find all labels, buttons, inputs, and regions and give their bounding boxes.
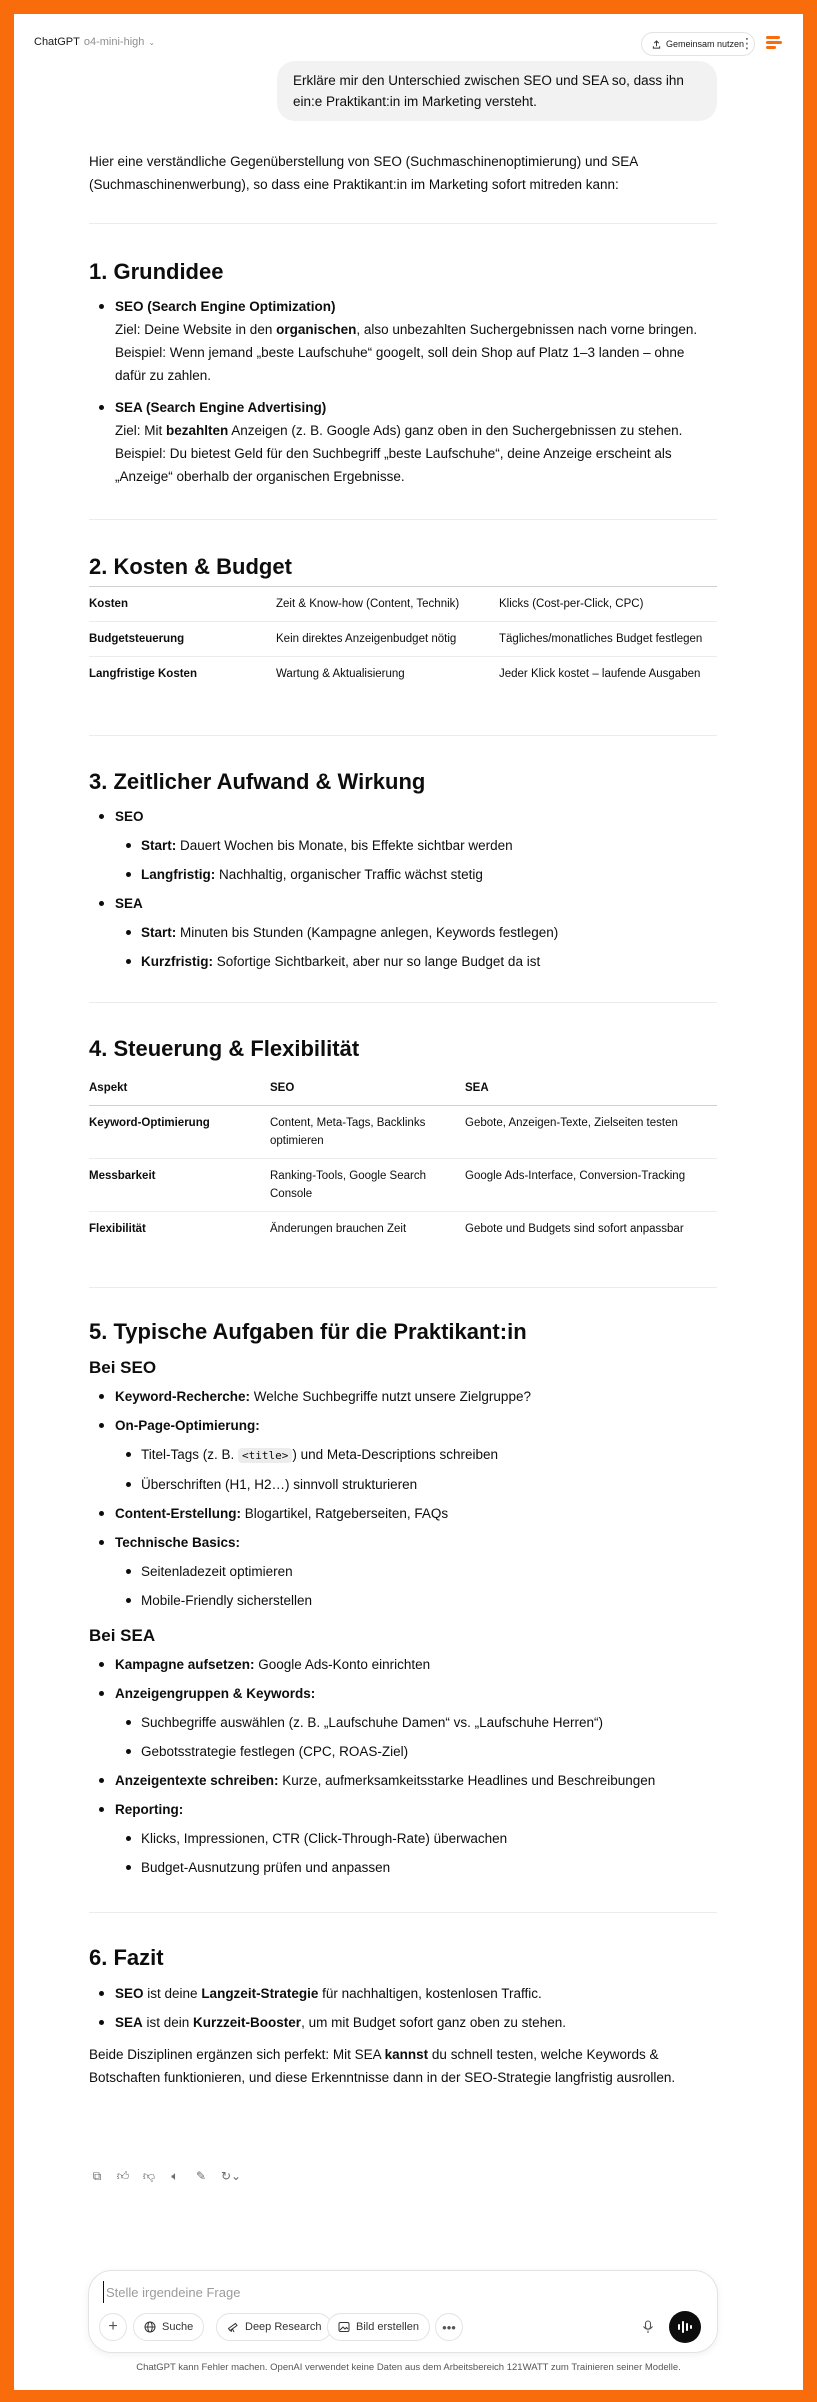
section-heading: 2. Kosten & Budget <box>89 554 292 579</box>
table-row <box>89 1212 717 1247</box>
search-button[interactable] <box>133 2313 204 2341</box>
text: Start: <box>141 925 177 940</box>
text: Keyword-Recherche: <box>115 1389 251 1404</box>
text: SEA <box>115 896 143 911</box>
list-item <box>89 892 717 973</box>
sub-list <box>89 1711 717 1763</box>
text: Beide Disziplinen ergänzen sich perfekt: Mit SEA <box>89 2047 385 2062</box>
list-item: Klicks, Impressionen, CTR (Click-Through-Rate) überwachen <box>89 1827 717 1850</box>
create-image-label: Bild erstellen <box>356 2321 419 2333</box>
text: Anzeigen (z. B. Google Ads) ganz oben in den Suchergebnissen zu stehen. <box>228 423 683 438</box>
table-cell: Klicks (Cost-per-Click, CPC) <box>499 587 717 622</box>
list-item <box>89 295 717 387</box>
divider <box>89 223 717 224</box>
table-cell: Ranking-Tools, Google Search Console <box>270 1159 465 1212</box>
list <box>89 805 717 973</box>
list-item <box>89 1769 717 1792</box>
seo-title: SEO (Search Engine Optimization) <box>115 299 336 314</box>
text: , also unbezahlten Suchergebnissen nach vorne bringen. <box>356 322 698 337</box>
column-header: SEO <box>270 1071 465 1106</box>
brand-logo-icon <box>766 36 782 52</box>
composer <box>88 2270 718 2353</box>
microphone-icon[interactable] <box>636 2315 660 2339</box>
disclaimer: ChatGPT kann Fehler machen. OpenAI verwendet keine Daten aus dem Arbeitsbereich 121WATT zum Trainieren seiner Modelle. <box>136 2362 681 2373</box>
list-item: Suchbegriffe auswählen (z. B. „Laufschuhe Damen“ vs. „Laufschuhe Herren“) <box>89 1711 717 1734</box>
list-item <box>89 1531 717 1612</box>
assistant-message <box>89 150 717 2089</box>
text: , um mit Budget sofort ganz oben zu stehen. <box>301 2015 566 2030</box>
text: Kampagne aufsetzen: <box>115 1657 255 1672</box>
table-cell: Messbarkeit <box>89 1159 270 1212</box>
table-cell: Kein direktes Anzeigenbudget nötig <box>276 622 499 657</box>
table-cell: Zeit & Know-how (Content, Technik) <box>276 587 499 622</box>
text: ) und Meta-Descriptions schreiben <box>292 1447 498 1462</box>
text: Reporting: <box>115 1802 184 1817</box>
user-message: Erkläre mir den Unterschied zwischen SEO und SEA so, dass ihn ein:e Praktikant:in im Marketing versteht. <box>277 61 717 121</box>
text: SEO <box>115 809 144 824</box>
list-item <box>89 1682 717 1763</box>
table-cell: Flexibilität <box>89 1223 146 1235</box>
list-item <box>89 950 717 973</box>
text: On-Page-Optimierung: <box>115 1418 260 1433</box>
text: du schnell testen, welche Keywords & Botschaften funktionieren, und diese Erkenntnisse dann in der SEO-Strategie langfristig ausrollen. <box>89 2047 676 2085</box>
list <box>89 1653 717 1879</box>
share-button[interactable] <box>641 32 755 56</box>
divider <box>89 1287 717 1288</box>
text: Anzeigengruppen & Keywords: <box>115 1686 316 1701</box>
table-cell: Gebote und Budgets sind sofort anpassbar <box>465 1223 684 1235</box>
read-aloud-icon[interactable]: 🔈︎ <box>171 2169 179 2183</box>
list-item <box>89 1502 717 1525</box>
table-cell: Kosten <box>89 587 276 622</box>
model-selector[interactable] <box>34 36 155 48</box>
model-variant: o4-mini-high <box>83 36 145 48</box>
table-cell: Wartung & Aktualisierung <box>276 668 405 680</box>
text: Blogartikel, Ratgeberseiten, FAQs <box>241 1506 449 1521</box>
table-cell: Jeder Klick kostet – laufende Ausgaben <box>499 668 701 680</box>
control-table-head <box>89 1071 717 1106</box>
create-image-button[interactable] <box>327 2313 430 2341</box>
closing-paragraph <box>89 2043 717 2089</box>
list-item <box>89 1414 717 1496</box>
divider <box>89 1912 717 1913</box>
list-item: Überschriften (H1, H2…) sinnvoll strukturieren <box>89 1473 717 1496</box>
list <box>89 1385 717 1612</box>
list-item <box>89 1798 717 1879</box>
table-row <box>89 1106 717 1159</box>
code-snippet: <title> <box>238 1448 292 1463</box>
sub-list <box>89 834 717 886</box>
text: Content-Erstellung: <box>115 1506 241 1521</box>
list-item <box>89 2011 717 2034</box>
table-header-row <box>89 1071 717 1106</box>
prompt-input[interactable] <box>103 2281 663 2303</box>
edit-canvas-icon[interactable]: ✎ <box>195 2169 207 2183</box>
text: Langzeit-Strategie <box>201 1986 319 2001</box>
text: Langfristig: <box>141 867 216 882</box>
list-item: Gebotsstrategie festlegen (CPC, ROAS-Ziel) <box>89 1740 717 1763</box>
text: SEA <box>115 2015 143 2030</box>
upload-icon <box>652 40 661 49</box>
section-heading: 3. Zeitlicher Aufwand & Wirkung <box>89 769 426 794</box>
regenerate-icon[interactable]: ↻⌄ <box>220 2169 242 2183</box>
table-cell: Google Ads-Interface, Conversion-Tracking <box>465 1159 717 1212</box>
list-item <box>89 805 717 886</box>
text: Beispiel: Du bietest Geld für den Suchbegriff „beste Laufschuhe“, deine Anzeige erscheint als „Anzeige“ oberhalb der organischen Ergebnisse. <box>115 446 672 484</box>
text: für nachhaltigen, kostenlosen Traffic. <box>318 1986 542 2001</box>
voice-mode-icon[interactable] <box>669 2311 701 2343</box>
list <box>89 1982 717 2034</box>
cost-table <box>89 586 717 691</box>
answer-intro: Hier eine verständliche Gegenüberstellung von SEO (Suchmaschinenoptimierung) und SEA (Suchmaschinenwerbung), so dass eine Praktikant:in im Marketing sofort mitreden kann: <box>89 154 638 192</box>
list <box>89 295 717 488</box>
add-attachment-button[interactable] <box>99 2313 127 2341</box>
copy-icon[interactable]: ⧉ <box>92 2169 102 2183</box>
text: Google Ads-Konto einrichten <box>254 1657 431 1672</box>
sub-heading: Bei SEA <box>89 1626 156 1645</box>
list-item: Budget-Ausnutzung prüfen und anpassen <box>89 1856 717 1879</box>
table-cell: Änderungen brauchen Zeit <box>270 1223 407 1235</box>
telescope-icon <box>227 2321 239 2333</box>
text: Dauert Wochen bis Monate, bis Effekte sichtbar werden <box>176 838 513 853</box>
text: Technische Basics: <box>115 1535 241 1550</box>
text: Kurzzeit-Booster <box>193 2015 302 2030</box>
table-cell: Budgetsteuerung <box>89 622 276 657</box>
table-cell: Langfristige Kosten <box>89 668 197 680</box>
more-tools-button[interactable] <box>435 2313 463 2341</box>
divider <box>89 1002 717 1003</box>
text: SEO <box>115 1986 144 2001</box>
section-heading: 5. Typische Aufgaben für die Praktikant:in <box>89 1319 527 1344</box>
list-item <box>89 921 717 944</box>
text: Titel-Tags (z. B. <box>141 1447 239 1462</box>
table-cell: Tägliches/monatliches Budget festlegen <box>499 622 717 657</box>
column-header: SEA <box>465 1071 717 1106</box>
text: organischen <box>276 322 357 337</box>
thumbs-up-icon[interactable]: 👍︎ <box>116 2169 130 2183</box>
list-item: Mobile-Friendly sicherstellen <box>89 1589 717 1612</box>
deep-research-button[interactable] <box>216 2313 332 2341</box>
sub-heading: Bei SEO <box>89 1358 157 1377</box>
sea-title: SEA (Search Engine Advertising) <box>115 400 327 415</box>
table-row <box>89 1159 717 1212</box>
globe-icon <box>144 2321 156 2333</box>
table-row <box>89 622 717 657</box>
text: Sofortige Sichtbarkeit, aber nur so lange Budget da ist <box>213 954 541 969</box>
model-name: ChatGPT <box>34 36 80 48</box>
sub-list <box>89 1827 717 1879</box>
text: Ziel: Mit <box>115 423 167 438</box>
share-label: Gemeinsam nutzen <box>666 39 745 49</box>
message-actions <box>89 2168 243 2188</box>
ellipsis-icon: ••• <box>442 2319 456 2335</box>
control-table <box>89 1071 717 1246</box>
table-cell: Gebote, Anzeigen-Texte, Zielseiten testen <box>465 1106 717 1159</box>
list-item <box>89 1653 717 1676</box>
text: bezahlten <box>166 423 229 438</box>
control-table-body <box>89 1106 717 1247</box>
text: Anzeigentexte schreiben: <box>115 1773 279 1788</box>
table-row <box>89 657 717 692</box>
list-item <box>89 396 717 488</box>
cost-table-body <box>89 587 717 692</box>
more-options-icon[interactable]: ⋮ <box>740 35 754 51</box>
text: Welche Suchbegriffe nutzt unsere Zielgruppe? <box>250 1389 531 1404</box>
table-row <box>89 587 717 622</box>
app-window <box>14 14 803 2390</box>
section-heading: 1. Grundidee <box>89 259 224 284</box>
text: kannst <box>384 2047 429 2062</box>
list-item <box>89 1982 717 2005</box>
text: Ziel: Deine Website in den <box>115 322 277 337</box>
sub-list <box>89 1560 717 1612</box>
search-label: Suche <box>162 2321 194 2333</box>
deep-research-label: Deep Research <box>245 2321 322 2333</box>
text: Minuten bis Stunden (Kampagne anlegen, Keywords festlegen) <box>176 925 559 940</box>
plus-icon: + <box>108 2318 118 2335</box>
list-item <box>89 1443 717 1467</box>
image-icon <box>338 2321 350 2333</box>
text: Nachhaltig, organischer Traffic wächst stetig <box>215 867 483 882</box>
column-header: Aspekt <box>89 1071 270 1106</box>
text: Start: <box>141 838 177 853</box>
text: Beispiel: Wenn jemand „beste Laufschuhe“ googelt, soll dein Shop auf Platz 1–3 landen – ohne dafür zu zahlen. <box>115 345 685 383</box>
table-cell: Content, Meta-Tags, Backlinks optimieren <box>270 1106 465 1159</box>
text: Kurzfristig: <box>141 954 213 969</box>
text: ist deine <box>143 1986 202 2001</box>
text: Kurze, aufmerksamkeitsstarke Headlines und Beschreibungen <box>278 1773 656 1788</box>
chevron-down-icon: ⌄ <box>148 37 156 47</box>
list-item: Seitenladezeit optimieren <box>89 1560 717 1583</box>
sub-list <box>89 1443 717 1496</box>
divider <box>89 519 717 520</box>
sub-list <box>89 921 717 973</box>
table-cell: Keyword-Optimierung <box>89 1106 270 1159</box>
text: ist dein <box>142 2015 194 2030</box>
section-heading: 4. Steuerung & Flexibilität <box>89 1036 360 1061</box>
thumbs-down-icon[interactable]: 👎︎ <box>142 2169 156 2183</box>
list-item <box>89 834 717 857</box>
list-item <box>89 863 717 886</box>
list-item <box>89 1385 717 1408</box>
divider <box>89 735 717 736</box>
section-heading: 6. Fazit <box>89 1945 164 1970</box>
